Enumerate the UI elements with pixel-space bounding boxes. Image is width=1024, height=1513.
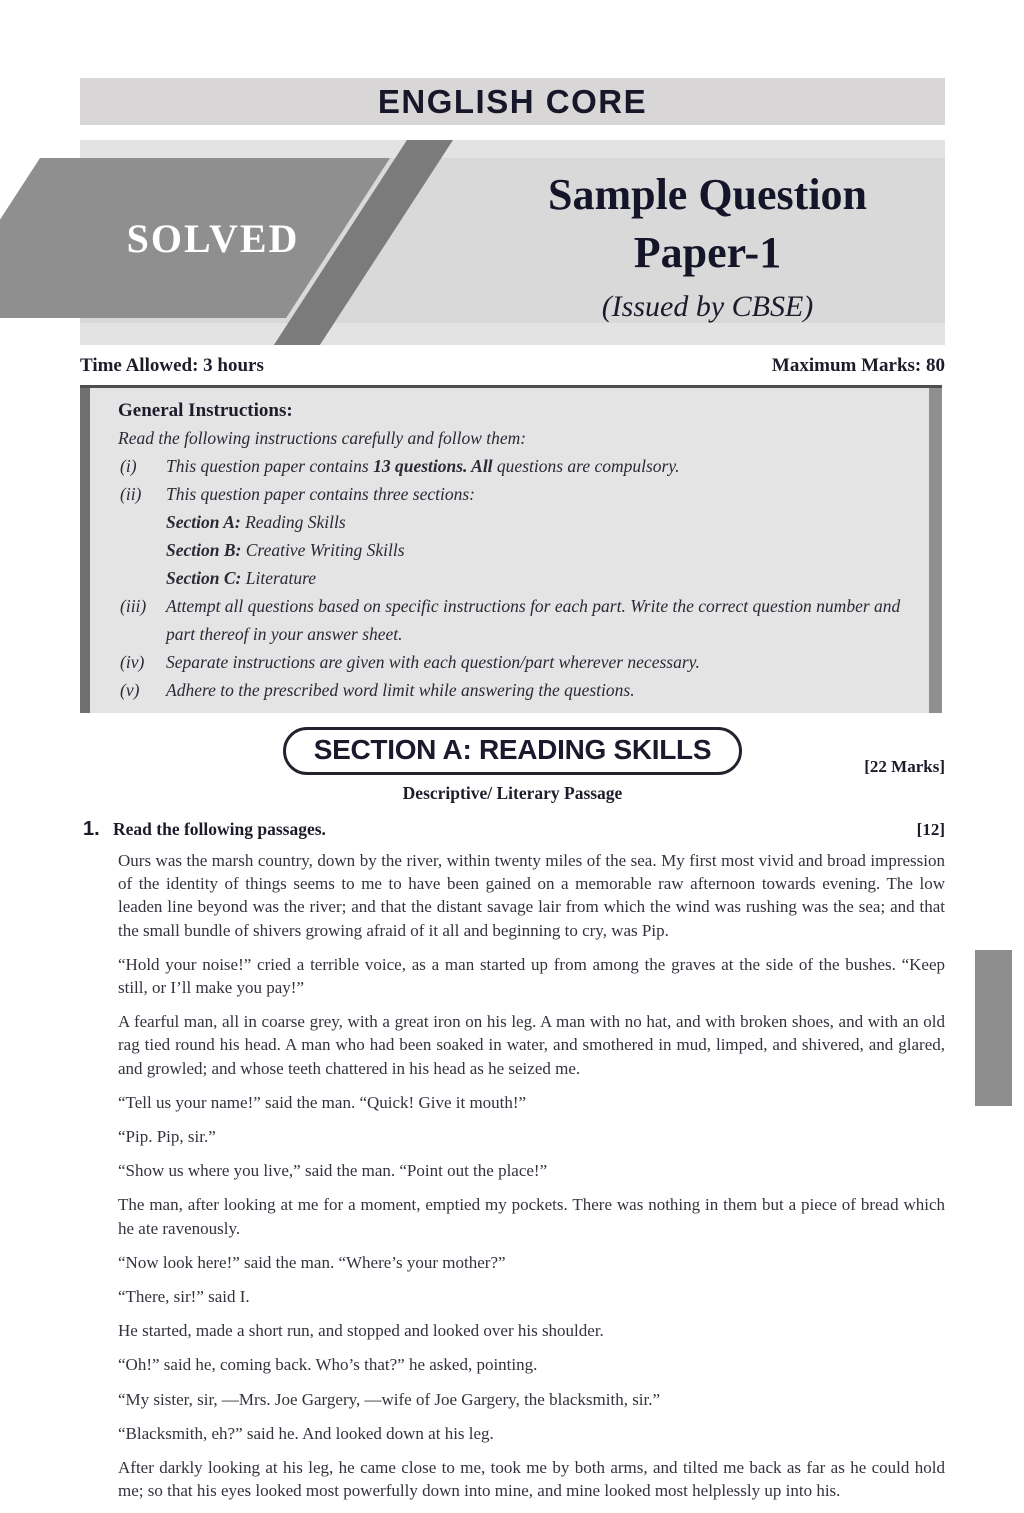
question-number: 1. <box>83 818 100 840</box>
instruction-item-text: Separate instructions are given with each question/part wherever necessary. <box>166 652 700 672</box>
paper-title-line1: Sample Question <box>547 170 868 219</box>
maximum-marks: Maximum Marks: 80 <box>771 355 945 376</box>
paper-title-banner <box>80 140 945 345</box>
exam-meta-row <box>80 353 945 379</box>
passage-paragraph: A fearful man, all in coarse grey, with a great iron on his leg. A man with no hat, and with broken shoes, and with an old rag tied round his head. A man who had been soaked in water, and smothered in mud, limped, and shivered, and glared, and growled; and whose teeth chattered in his head as he seized me. <box>118 1012 945 1078</box>
instruction-item-text: Attempt all questions based on specific instructions for each part. Write the correct question number and part thereof in your answer sheet. <box>166 596 901 644</box>
instructions-intro: Read the following instructions carefully and follow them: <box>118 428 527 448</box>
passage-paragraph: Ours was the marsh country, down by the river, within twenty miles of the sea. My first most vivid and broad impression of the identity of things seems to me to have been gained on a memorable raw afternoon towards evening. The low leaden line beyond was the river; and that the distant savage lair from which the wind was rushing was the sea; and that the small bundle of shivers growing afraid of it all and beginning to cry, was Pip. <box>118 851 945 940</box>
paper-title-line2: Paper-1 <box>633 228 782 277</box>
passage-paragraph: “Pip. Pip, sir.” <box>118 1127 216 1147</box>
passage-paragraph: “Now look here!” said the man. “Where’s your mother?” <box>118 1252 506 1272</box>
instruction-item-number: (iii) <box>120 596 147 616</box>
passage-paragraph: “There, sir!” said I. <box>118 1287 250 1307</box>
section-heading-row <box>80 727 945 777</box>
solved-badge <box>80 158 346 318</box>
instruction-item <box>118 452 908 480</box>
instruction-item-number: (iv) <box>120 652 145 672</box>
paper-title-block <box>470 140 945 345</box>
instructions-list <box>118 452 908 704</box>
paper-title <box>548 166 867 282</box>
subject-title: ENGLISH CORE <box>377 82 648 120</box>
instruction-item-number <box>118 564 166 592</box>
instruction-item <box>118 564 908 592</box>
subject-header-bar <box>80 78 945 125</box>
passage-paragraph: After darkly looking at his leg, he came close to me, took me by both arms, and tilted me back as far as he could hold me; so that his eyes looked most powerfully down into mine, and mine looked most helplessly up into his. <box>118 1458 945 1501</box>
passage-paragraph: “Blacksmith, eh?” said he. And looked down at his leg. <box>118 1423 494 1443</box>
passage <box>118 849 945 1502</box>
instruction-item-text: Section B: Creative Writing Skills <box>166 540 405 560</box>
passage-paragraph: “Hold your noise!” cried a terrible voice, as a man started up from among the graves at the side of the bushes. “Keep still, or I’ll make you pay!” <box>118 954 945 998</box>
passage-paragraph: “Tell us your name!” said the man. “Quick! Give it mouth!” <box>118 1092 527 1112</box>
instruction-item <box>118 536 908 564</box>
section-marks: [22 Marks] <box>864 757 945 776</box>
solved-badge-label: SOLVED <box>126 215 300 261</box>
instruction-item <box>118 508 908 536</box>
instructions-left-bar <box>80 388 90 713</box>
instruction-item-text: Section C: Literature <box>166 568 317 588</box>
passage-paragraph: He started, made a short run, and stopped and looked over his shoulder. <box>118 1321 604 1341</box>
instruction-item-number: (v) <box>120 680 140 700</box>
passage-type-label: Descriptive/ Literary Passage <box>402 783 623 803</box>
instruction-item-text: Adhere to the prescribed word limit while answering the questions. <box>166 680 635 700</box>
paper-subtitle: (Issued by CBSE) <box>601 290 814 323</box>
instruction-item-text: This question paper contains three sections: <box>166 484 475 504</box>
instruction-item-number: (i) <box>120 456 137 476</box>
instruction-item-text: Section A: Reading Skills <box>166 512 346 532</box>
instructions-title: General Instructions: <box>118 400 293 421</box>
passage-paragraph: The man, after looking at me for a moment, emptied my pockets. There was nothing in them but a piece of bread which he ate ravenously. <box>118 1195 945 1238</box>
instruction-item <box>118 648 908 676</box>
instruction-item <box>118 592 908 648</box>
instruction-item-number <box>118 508 166 536</box>
question-marks: [12] <box>916 820 945 839</box>
section-a-title: SECTION A: READING SKILLS <box>313 734 712 765</box>
instruction-item <box>118 480 908 508</box>
general-instructions-box <box>80 385 942 713</box>
question-1-row <box>80 818 945 841</box>
page-edge-tab <box>975 950 1012 1106</box>
section-a-heading <box>283 727 742 775</box>
page-content <box>80 0 945 1513</box>
passage-paragraph: “Show us where you live,” said the man. “Point out the place!” <box>118 1161 548 1181</box>
instructions-right-bar <box>929 388 942 713</box>
question-text: Read the following passages. <box>113 819 326 839</box>
instruction-item <box>118 676 908 704</box>
passage-paragraph: “Oh!” said he, coming back. Who’s that?” he asked, pointing. <box>118 1355 538 1375</box>
passage-paragraph: “My sister, sir, —Mrs. Joe Gargery, —wife of Joe Gargery, the blacksmith, sir.” <box>118 1389 661 1409</box>
time-allowed: Time Allowed: 3 hours <box>80 355 264 376</box>
instruction-item-number: (ii) <box>120 484 142 504</box>
instruction-item-text: This question paper contains 13 questions. All questions are compulsory. <box>166 456 680 476</box>
instruction-item-number <box>118 536 166 564</box>
